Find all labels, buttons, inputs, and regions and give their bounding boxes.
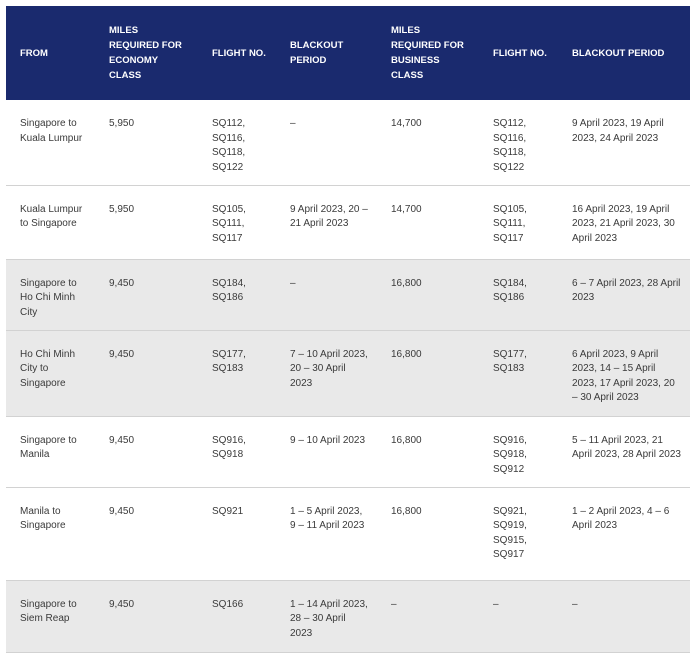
table-row xyxy=(6,416,690,487)
cell-economy-flights: SQ166 xyxy=(212,598,244,610)
table-header xyxy=(6,6,690,100)
table-row xyxy=(6,580,690,652)
cell-economy-miles: 9,450 xyxy=(109,434,135,446)
cell-business-blackout: 6 April 2023, 9 April 2023, 14 – 15 April 2023, 17 April 2023, 20 – 30 April 2023 xyxy=(572,348,675,403)
cell-economy-blackout: 9 April 2023, 20 – 21 April 2023 xyxy=(290,203,368,229)
cell-economy-blackout: – xyxy=(290,118,296,129)
cell-business-flights: – xyxy=(493,598,499,610)
table-row xyxy=(6,185,690,259)
cell-economy-miles: 5,950 xyxy=(109,203,135,215)
cell-economy-flights: SQ921 xyxy=(212,505,244,517)
header-from: FROM xyxy=(20,47,48,59)
cell-route: Singapore to Manila xyxy=(20,434,77,460)
cell-business-flights: SQ916, SQ918, SQ912 xyxy=(493,434,527,475)
cell-business-miles: – xyxy=(391,598,397,610)
cell-route: Ho Chi Minh City to Singapore xyxy=(20,348,76,389)
header-business-flight-no: FLIGHT NO. xyxy=(493,47,547,59)
cell-economy-flights: SQ916, SQ918 xyxy=(212,434,246,460)
header-economy-blackout: BLACKOUT PERIOD xyxy=(290,40,344,66)
cell-business-flights: SQ921, SQ919, SQ915, SQ917 xyxy=(493,505,527,560)
cell-business-flights: SQ112, SQ116, SQ118, SQ122 xyxy=(493,118,527,173)
table-body xyxy=(6,100,690,652)
cell-economy-flights: SQ177, SQ183 xyxy=(212,348,246,374)
cell-business-blackout: 6 – 7 April 2023, 28 April 2023 xyxy=(572,277,681,303)
cell-route: Singapore to Ho Chi Minh City xyxy=(20,277,77,318)
cell-business-miles: 14,700 xyxy=(391,118,422,129)
cell-economy-miles: 9,450 xyxy=(109,598,135,610)
header-economy-miles: MILES REQUIRED FOR ECONOMY CLASS xyxy=(109,25,182,81)
cell-economy-miles: 5,950 xyxy=(109,118,135,129)
table-row xyxy=(6,100,690,185)
cell-economy-blackout: – xyxy=(290,277,296,289)
header-business-miles: MILES REQUIRED FOR BUSINESS CLASS xyxy=(391,25,464,81)
cell-economy-blackout: 7 – 10 April 2023, 20 – 30 April 2023 xyxy=(290,348,368,389)
cell-business-flights: SQ105, SQ111, SQ117 xyxy=(493,203,527,244)
table-row xyxy=(6,330,690,416)
cell-business-miles: 16,800 xyxy=(391,348,422,360)
table-row xyxy=(6,487,690,580)
cell-business-blackout: 16 April 2023, 19 April 2023, 21 April 2023, 30 April 2023 xyxy=(572,203,675,244)
table-row xyxy=(6,259,690,330)
cell-business-miles: 16,800 xyxy=(391,505,422,517)
cell-route: Kuala Lumpur to Singapore xyxy=(20,203,83,229)
cell-economy-blackout: 1 – 14 April 2023, 28 – 30 April 2023 xyxy=(290,598,368,639)
cell-economy-miles: 9,450 xyxy=(109,277,135,289)
cell-economy-blackout: 9 – 10 April 2023 xyxy=(290,434,366,446)
cell-route: Singapore to Siem Reap xyxy=(20,598,77,624)
cell-economy-flights: SQ112, SQ116, SQ118, SQ122 xyxy=(212,118,246,173)
cell-business-blackout: 1 – 2 April 2023, 4 – 6 April 2023 xyxy=(572,505,670,531)
cell-business-flights: SQ184, SQ186 xyxy=(493,277,527,303)
header-economy-flight-no: FLIGHT NO. xyxy=(212,47,266,59)
header-business-blackout: BLACKOUT PERIOD xyxy=(572,47,665,59)
cell-economy-flights: SQ184, SQ186 xyxy=(212,277,246,303)
cell-business-miles: 16,800 xyxy=(391,434,422,446)
cell-route: Singapore to Kuala Lumpur xyxy=(20,118,83,144)
cell-business-blackout: 9 April 2023, 19 April 2023, 24 April 2023 xyxy=(572,118,664,144)
cell-economy-miles: 9,450 xyxy=(109,505,135,517)
cell-business-blackout: 5 – 11 April 2023, 21 April 2023, 28 April 2023 xyxy=(572,434,681,460)
cell-economy-flights: SQ105, SQ111, SQ117 xyxy=(212,203,246,244)
cell-route: Manila to Singapore xyxy=(20,505,66,531)
cell-business-blackout: – xyxy=(572,598,578,610)
award-miles-table xyxy=(6,6,690,653)
cell-business-miles: 14,700 xyxy=(391,203,422,215)
cell-economy-blackout: 1 – 5 April 2023, 9 – 11 April 2023 xyxy=(290,505,365,531)
cell-business-flights: SQ177, SQ183 xyxy=(493,348,527,374)
cell-business-miles: 16,800 xyxy=(391,277,422,289)
cell-economy-miles: 9,450 xyxy=(109,348,135,360)
header-row xyxy=(6,6,690,100)
